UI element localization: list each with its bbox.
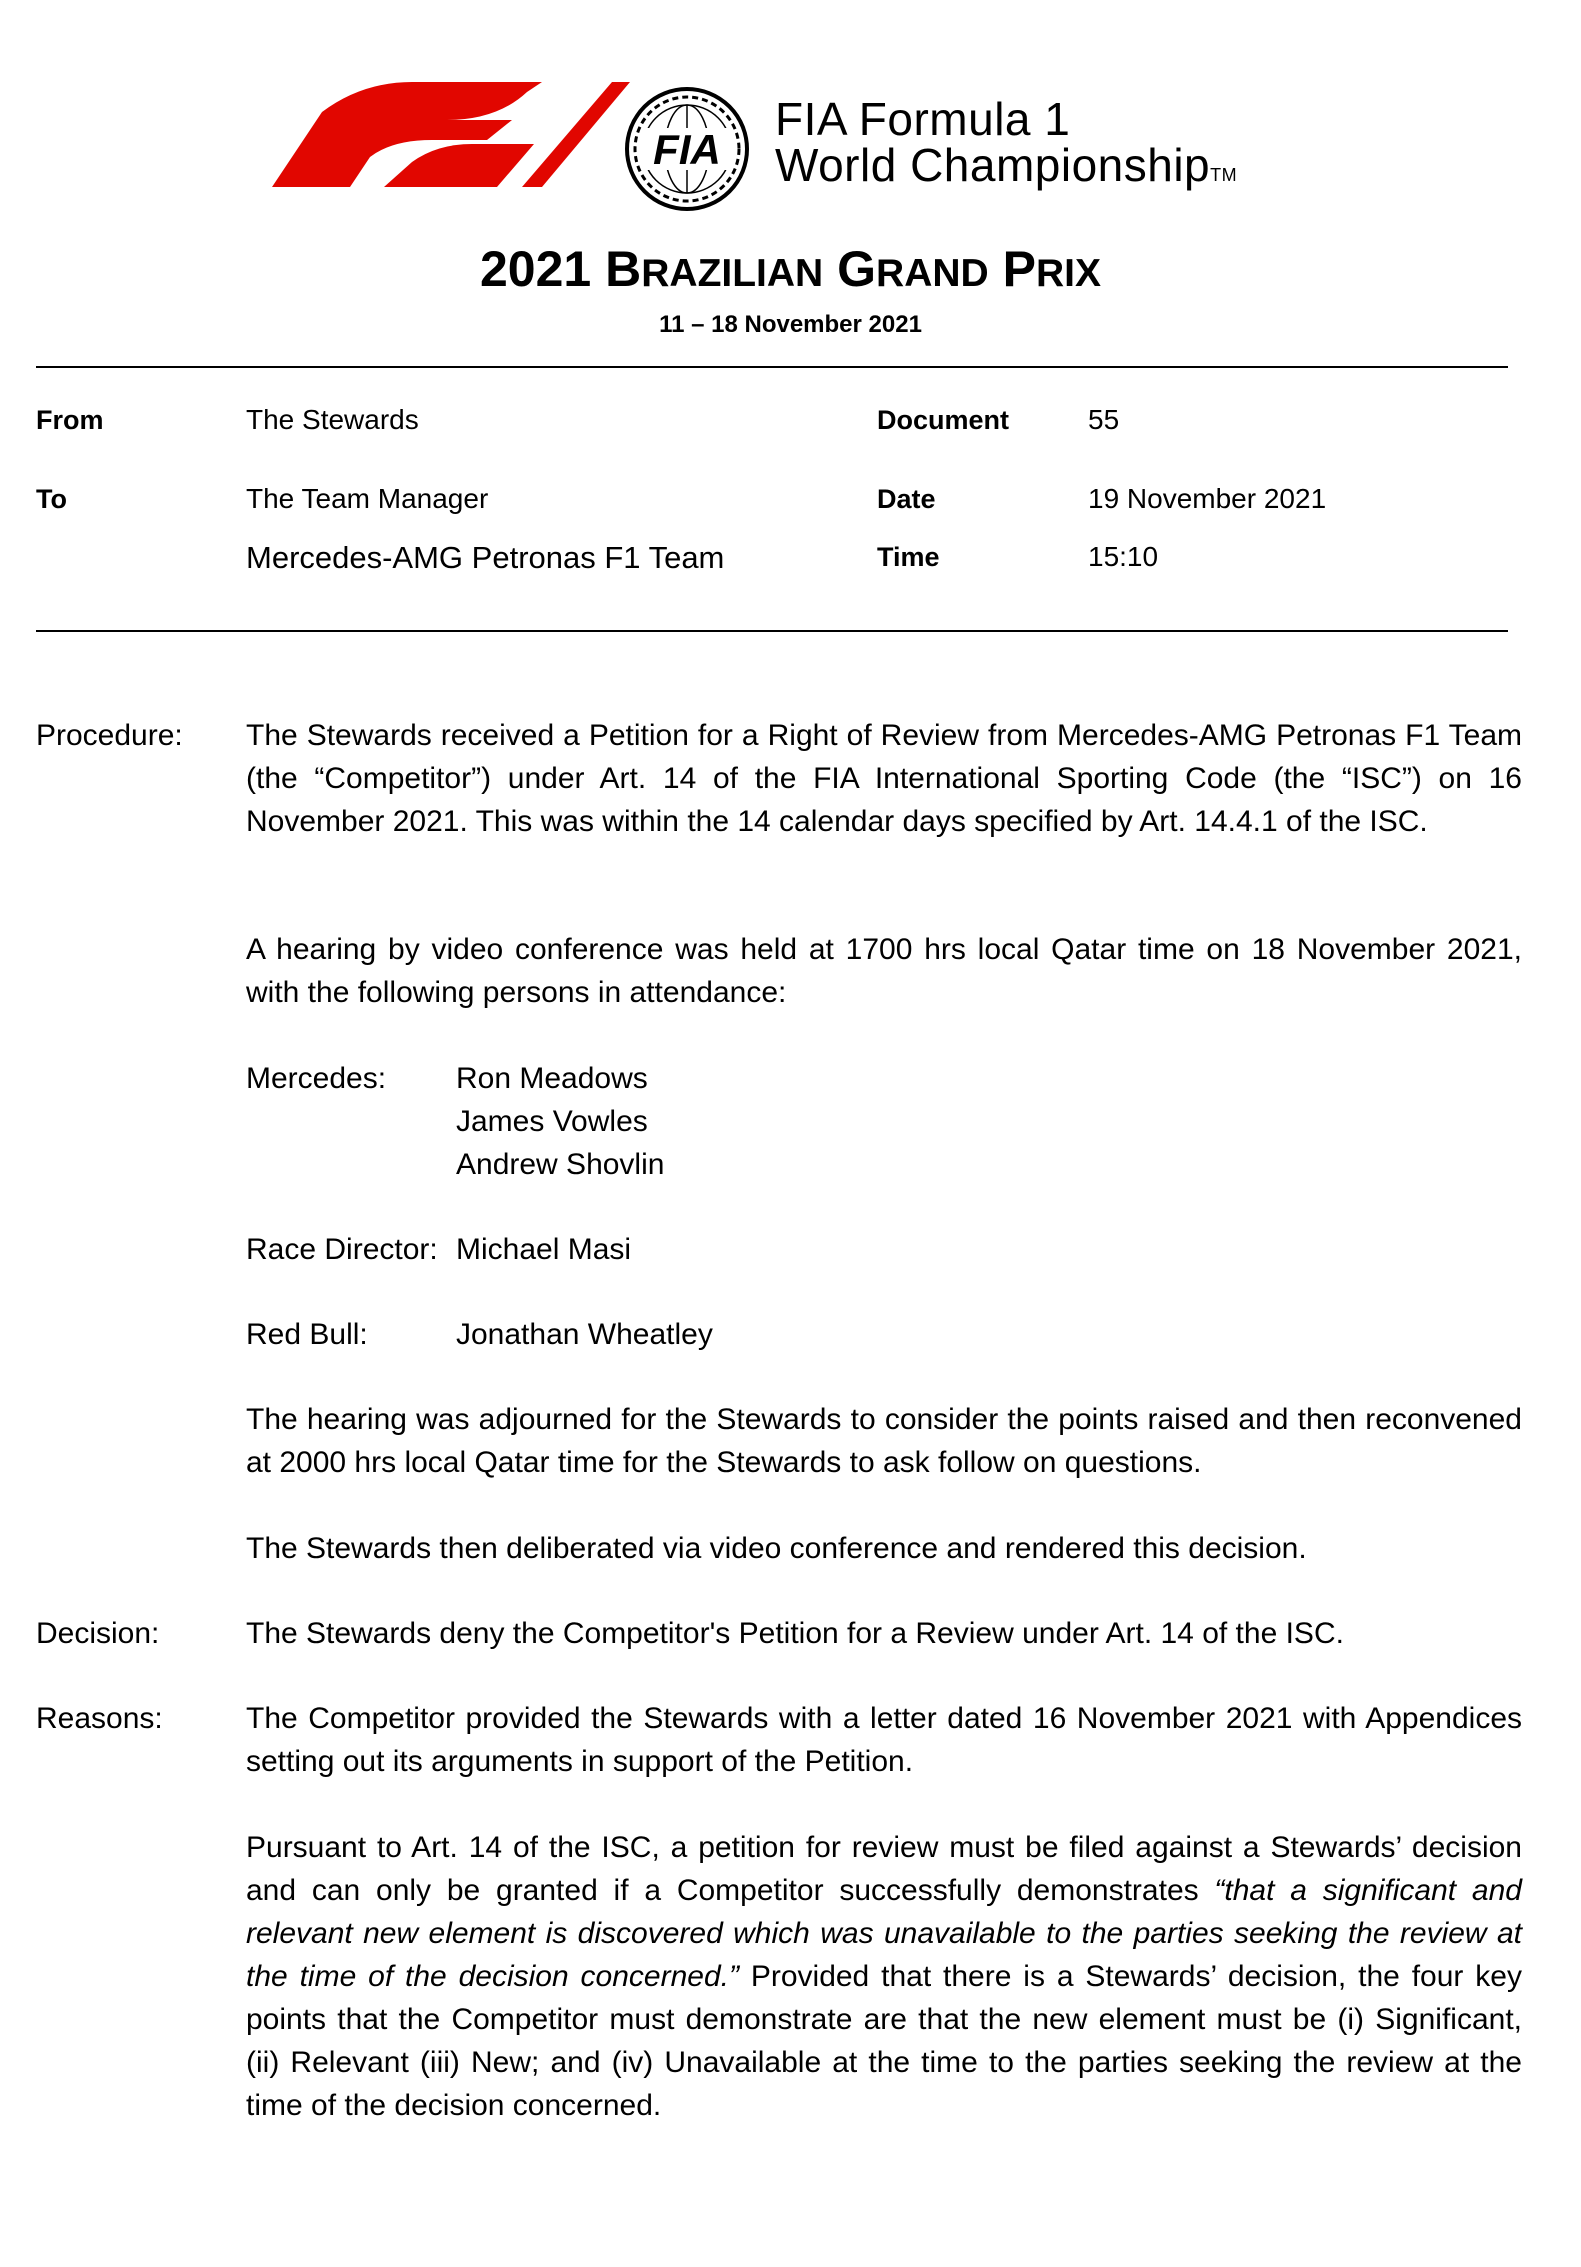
time-label: Time <box>877 542 940 572</box>
event-dates: 11 – 18 November 2021 <box>659 311 922 338</box>
attendee-mercedes-2: James Vowles <box>456 1105 648 1138</box>
championship-line-1: FIA Formula 1 <box>775 93 1071 145</box>
document-label: Document <box>877 405 1010 435</box>
procedure-paragraph-2: A hearing by video conference was held at 1700 hrs local Qatar time on 18 November 2021, with the following persons in attendance: <box>246 933 1522 1009</box>
to-value-2: Mercedes-AMG Petronas F1 Team <box>246 540 725 575</box>
decision-label: Decision: <box>36 1617 160 1650</box>
attendee-label-mercedes: Mercedes: <box>246 1062 387 1095</box>
attendee-mercedes-1: Ron Meadows <box>456 1062 648 1095</box>
fia-emblem-icon <box>624 86 750 212</box>
to-label: To <box>36 484 67 514</box>
date-label: Date <box>877 484 936 514</box>
attendee-redbull-1: Jonathan Wheatley <box>456 1318 713 1351</box>
header-divider-bottom <box>36 630 1508 632</box>
procedure-label: Procedure: <box>36 719 183 752</box>
document-number: 55 <box>1088 404 1120 435</box>
svg-text:FIA: FIA <box>653 126 721 173</box>
attendee-label-redbull: Red Bull: <box>246 1318 368 1351</box>
attendee-mercedes-3: Andrew Shovlin <box>456 1148 665 1181</box>
procedure-paragraph-1: The Stewards received a Petition for a Right of Review from Mercedes-AMG Petronas F1 Team (the “Competitor”) under Art. 14 of the FIA International Sporting Code (the “ISC”) on 16 November 2021. This was within the 14 calendar days specified by Art. 14.4.1 of the ISC. <box>246 719 1522 838</box>
from-value: The Stewards <box>246 404 419 435</box>
reasons-paragraph-2-intro: Pursuant to Art. 14 of the ISC, a petition for review must be filed against a Stewards’ decision and can only be granted if a Competitor successfully demonstrates <box>246 1831 1522 1907</box>
reasons-paragraph-2 <box>246 1826 1522 2127</box>
to-value-1: The Team Manager <box>246 483 489 514</box>
decision-text: The Stewards deny the Competitor's Petition for a Review under Art. 14 of the ISC. <box>246 1617 1344 1650</box>
f1-logo-icon <box>272 82 630 187</box>
attendee-label-race-director: Race Director: <box>246 1233 438 1266</box>
championship-line-2: World ChampionshipTM <box>775 139 1238 191</box>
procedure-paragraph-3: The hearing was adjourned for the Stewards to consider the points raised and then reconvened at 2000 hrs local Qatar time for the Stewards to ask follow on questions. <box>246 1403 1522 1479</box>
time-value: 15:10 <box>1088 541 1159 572</box>
championship-wordmark <box>775 93 1238 198</box>
attendee-race-director-1: Michael Masi <box>456 1233 632 1266</box>
from-label: From <box>36 405 104 435</box>
reasons-paragraph-2-rest: Provided that there is a Stewards’ decision, the four key points that the Competitor must demonstrate are that the new element must be (i) Significant, (ii) Relevant (iii) New; and (iv) Unavailable at the time to the parties seeking the review at the time of the decision concerned. <box>246 1960 1522 2122</box>
header-logo-block <box>272 82 1292 192</box>
procedure-paragraph-4: The Stewards then deliberated via video conference and rendered this decision. <box>246 1532 1307 1565</box>
reasons-paragraph-1: The Competitor provided the Stewards with a letter dated 16 November 2021 with Appendices setting out its arguments in support of the Petition. <box>246 1702 1522 1778</box>
reasons-label: Reasons: <box>36 1702 163 1735</box>
document-title: 2021 BRAZILIAN GRAND PRIX <box>480 241 1101 297</box>
trademark-mark: TM <box>1210 165 1238 185</box>
reasons-paragraph-2-quote: “that a significant and relevant new element is discovered which was unavailable to the parties seeking the review at the time of the decision concerned.” <box>246 1874 1522 1993</box>
header-divider-top <box>36 366 1508 368</box>
date-value: 19 November 2021 <box>1088 483 1327 514</box>
